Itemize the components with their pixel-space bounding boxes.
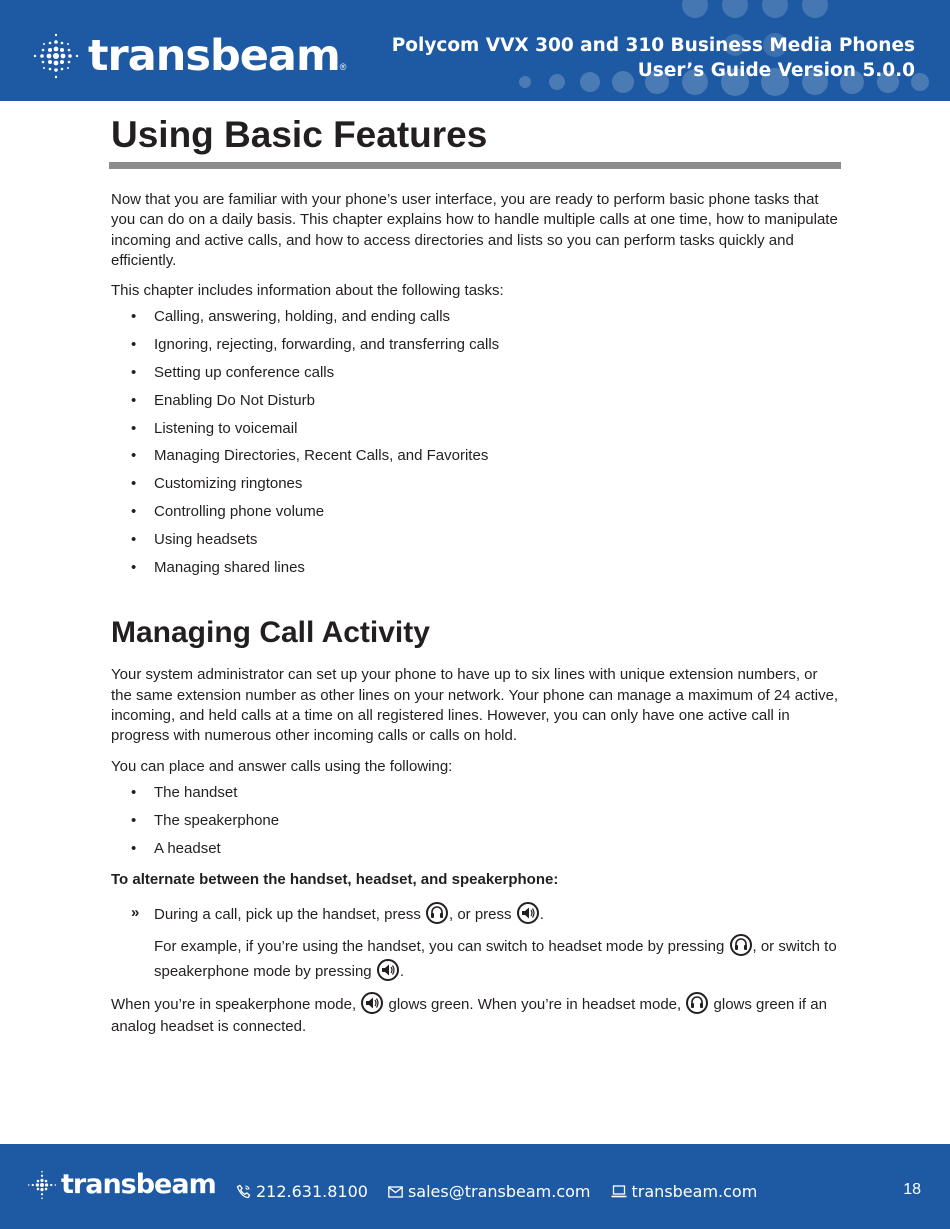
- call-activity-paragraph: Your system administrator can set up your phone to have up to six lines with unique extension numbers, or the same extension number as other lines on your network. Your phone can manage a maximum of 24 active, incoming, and held calls at a time on all registered lines. However, you can only have one active call in progress with numerous other incoming calls or calls on hold.: [111, 666, 839, 745]
- list-item: • Customizing ringtones: [111, 474, 841, 502]
- step-text: .: [539, 906, 544, 924]
- speakerphone-key-icon: [361, 992, 383, 1014]
- devices-intro: You can place and answer calls using the following:: [111, 757, 453, 775]
- page-footer: [0, 1144, 950, 1229]
- starburst-logo-icon: [27, 1170, 57, 1200]
- example-text: .: [399, 963, 404, 981]
- document-title: [392, 33, 915, 83]
- procedure-step: [111, 902, 841, 926]
- mode-indicator-paragraph: [111, 992, 841, 1038]
- registered-mark: ®: [339, 62, 347, 72]
- starburst-logo-icon: [30, 30, 82, 82]
- list-item: • Controlling phone volume: [111, 502, 841, 530]
- device-list: [111, 783, 841, 866]
- contact-info: [236, 1182, 757, 1201]
- list-item: • Enabling Do Not Disturb: [111, 391, 841, 419]
- footer-logo[interactable]: [27, 1169, 216, 1200]
- laptop-icon: [611, 1185, 627, 1198]
- procedure-title: To alternate between the handset, headset, and speakerphone:: [111, 871, 559, 889]
- website-contact[interactable]: [611, 1182, 758, 1201]
- email-contact[interactable]: [388, 1182, 591, 1201]
- list-item: • Managing shared lines: [111, 558, 841, 586]
- chapter-heading: Using Basic Features: [111, 114, 488, 155]
- intro-paragraph: Now that you are familiar with your phone’s user interface, you are ready to perform basic phone tasks that you can do on a daily basis. This chapter explains how to handle multiple calls at one time, how to manipulate incoming and active calls, and how to access directories and lists so you can perform tasks quickly and efficiently.: [111, 191, 838, 269]
- headset-key-icon: [686, 992, 708, 1014]
- list-item: • Setting up conference calls: [111, 363, 841, 391]
- step-text: During a call, pick up the handset, press: [154, 906, 421, 924]
- list-item: • The speakerphone: [111, 811, 841, 839]
- list-item: • The handset: [111, 783, 841, 811]
- list-item: • Ignoring, rejecting, forwarding, and transferring calls: [111, 335, 841, 363]
- phone-contact[interactable]: [236, 1182, 368, 1201]
- header-brand-name: transbeam: [88, 31, 340, 81]
- document-title-line2: User’s Guide Version 5.0.0: [637, 60, 915, 81]
- email-address: sales@transbeam.com: [407, 1182, 591, 1201]
- final-text: When you’re in speakerphone mode,: [111, 996, 357, 1014]
- website-url: transbeam.com: [631, 1182, 758, 1201]
- list-item: • Listening to voicemail: [111, 419, 841, 447]
- procedure-example: [111, 934, 841, 984]
- header-logo[interactable]: [30, 30, 346, 82]
- list-item: • Managing Directories, Recent Calls, and Favorites: [111, 446, 841, 474]
- section-heading: Managing Call Activity: [111, 616, 430, 650]
- footer-brand-name: transbeam: [61, 1169, 216, 1200]
- speakerphone-key-icon: [377, 959, 399, 981]
- phone-icon: [236, 1184, 251, 1199]
- final-text: glows green if an analog headset is connected.: [111, 996, 827, 1036]
- document-title-line1: Polycom VVX 300 and 310 Business Media Phones: [391, 35, 915, 56]
- heading-rule: [109, 162, 841, 169]
- final-text: glows green. When you’re in headset mode,: [388, 996, 682, 1014]
- example-text: , or switch to speakerphone mode by pressing: [154, 938, 837, 981]
- step-marker: »: [131, 904, 140, 922]
- task-list: [111, 307, 841, 585]
- page-header: [0, 0, 950, 101]
- headset-key-icon: [730, 934, 752, 956]
- speakerphone-key-icon: [517, 902, 539, 924]
- headset-key-icon: [426, 902, 448, 924]
- example-text: For example, if you’re using the handset, you can switch to headset mode by pressing: [154, 938, 725, 956]
- email-icon: [388, 1186, 403, 1198]
- page-content: [111, 112, 841, 1038]
- list-item: • Using headsets: [111, 530, 841, 558]
- tasks-intro: This chapter includes information about the following tasks:: [111, 282, 504, 300]
- phone-number: 212.631.8100: [256, 1182, 368, 1201]
- step-text: , or press: [449, 906, 512, 924]
- list-item: • A headset: [111, 839, 841, 867]
- page-number: 18: [903, 1181, 921, 1198]
- list-item: • Calling, answering, holding, and ending calls: [111, 307, 841, 335]
